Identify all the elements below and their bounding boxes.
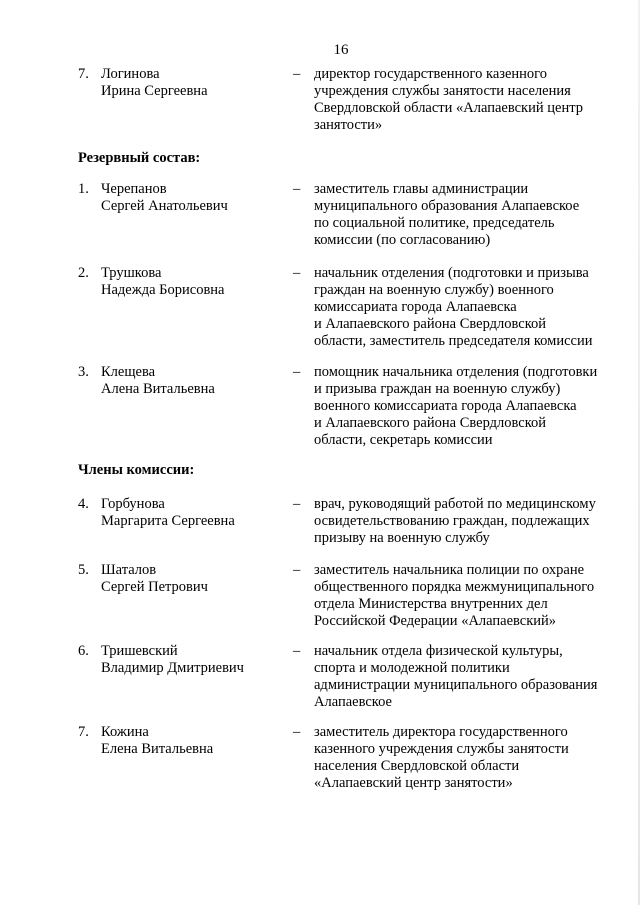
surname: Черепанов [101, 181, 167, 197]
description-line: администрации муниципального образования [314, 677, 598, 693]
position-description [314, 496, 634, 547]
description-line: врач, руководящий работой по медицинскому [314, 496, 596, 512]
description-line: по социальной политике, председатель [314, 215, 555, 231]
given-names: Маргарита Сергеевна [101, 513, 235, 529]
section-title-reserve: Резервный состав: [78, 150, 201, 166]
description-line: «Алапаевский центр занятости» [314, 775, 513, 791]
description-line: освидетельствованию граждан, подлежащих [314, 513, 590, 529]
given-names: Елена Витальевна [101, 741, 214, 757]
given-names: Ирина Сергеевна [101, 83, 208, 99]
description-line: граждан на военную службу) военного [314, 282, 554, 298]
description-line: занятости» [314, 117, 383, 133]
description-line: области, заместитель председателя комиссии [314, 333, 593, 349]
page-number: 16 [333, 42, 349, 58]
entry-number: 3. [78, 364, 89, 380]
entry-number: 7. [78, 724, 89, 740]
person-name [101, 562, 281, 596]
given-names: Надежда Борисовна [101, 282, 225, 298]
description-line: военного комиссариата города Алапаевска [314, 398, 577, 414]
entry-number: 5. [78, 562, 89, 578]
person-name [101, 496, 281, 530]
description-line: и призыва граждан на военную службу) [314, 381, 561, 397]
dash-separator: – [293, 496, 301, 512]
entry-number: 4. [78, 496, 89, 512]
person-name [101, 66, 281, 100]
description-line: области, секретарь комиссии [314, 432, 493, 448]
position-description [314, 181, 634, 249]
surname: Трушкова [101, 265, 162, 281]
description-line: заместитель директора государственного [314, 724, 568, 740]
description-line: спорта и молодежной политики [314, 660, 510, 676]
person-name [101, 643, 281, 677]
position-description [314, 643, 634, 711]
position-description [314, 562, 634, 630]
surname: Горбунова [101, 496, 165, 512]
position-description [314, 724, 634, 792]
description-line: начальник отделения (подготовки и призыва [314, 265, 589, 281]
entry-number: 1. [78, 181, 89, 197]
dash-separator: – [293, 562, 301, 578]
description-line: муниципального образования Алапаевское [314, 198, 580, 214]
description-line: Свердловской области «Алапаевский центр [314, 100, 583, 116]
dash-separator: – [293, 265, 301, 281]
description-line: и Алапаевского района Свердловской [314, 316, 547, 332]
given-names: Сергей Петрович [101, 579, 208, 595]
position-description [314, 364, 634, 449]
surname: Клещева [101, 364, 156, 380]
position-description [314, 265, 634, 350]
surname: Логинова [101, 66, 160, 82]
description-line: казенного учреждения службы занятости [314, 741, 569, 757]
description-line: комиссариата города Алапаевска [314, 299, 517, 315]
description-line: призыву на военную службу [314, 530, 490, 546]
description-line: населения Свердловской области [314, 758, 520, 774]
person-name [101, 181, 281, 215]
person-name [101, 724, 281, 758]
description-line: Российской Федерации «Алапаевский» [314, 613, 557, 629]
description-line: учреждения службы занятости населения [314, 83, 571, 99]
description-line: общественного порядка межмуниципального [314, 579, 595, 595]
description-line: помощник начальника отделения (подготовки [314, 364, 598, 380]
dash-separator: – [293, 643, 301, 659]
description-line: Алапаевское [314, 694, 392, 710]
given-names: Алена Витальевна [101, 381, 215, 397]
surname: Тришевский [101, 643, 178, 659]
person-name [101, 265, 281, 299]
person-name [101, 364, 281, 398]
dash-separator: – [293, 724, 301, 740]
surname: Кожина [101, 724, 149, 740]
section-title-members: Члены комиссии: [78, 462, 195, 478]
entry-number: 2. [78, 265, 89, 281]
entry-number: 6. [78, 643, 89, 659]
description-line: заместитель главы администрации [314, 181, 529, 197]
description-line: начальник отдела физической культуры, [314, 643, 563, 659]
description-line: отдела Министерства внутренних дел [314, 596, 548, 612]
given-names: Сергей Анатольевич [101, 198, 228, 214]
description-line: заместитель начальника полиции по охране [314, 562, 585, 578]
dash-separator: – [293, 66, 301, 82]
position-description [314, 66, 634, 134]
surname: Шаталов [101, 562, 157, 578]
description-line: директор государственного казенного [314, 66, 548, 82]
dash-separator: – [293, 181, 301, 197]
description-line: и Алапаевского района Свердловской [314, 415, 547, 431]
given-names: Владимир Дмитриевич [101, 660, 244, 676]
entry-number: 7. [78, 66, 89, 82]
description-line: комиссии (по согласованию) [314, 232, 491, 248]
dash-separator: – [293, 364, 301, 380]
